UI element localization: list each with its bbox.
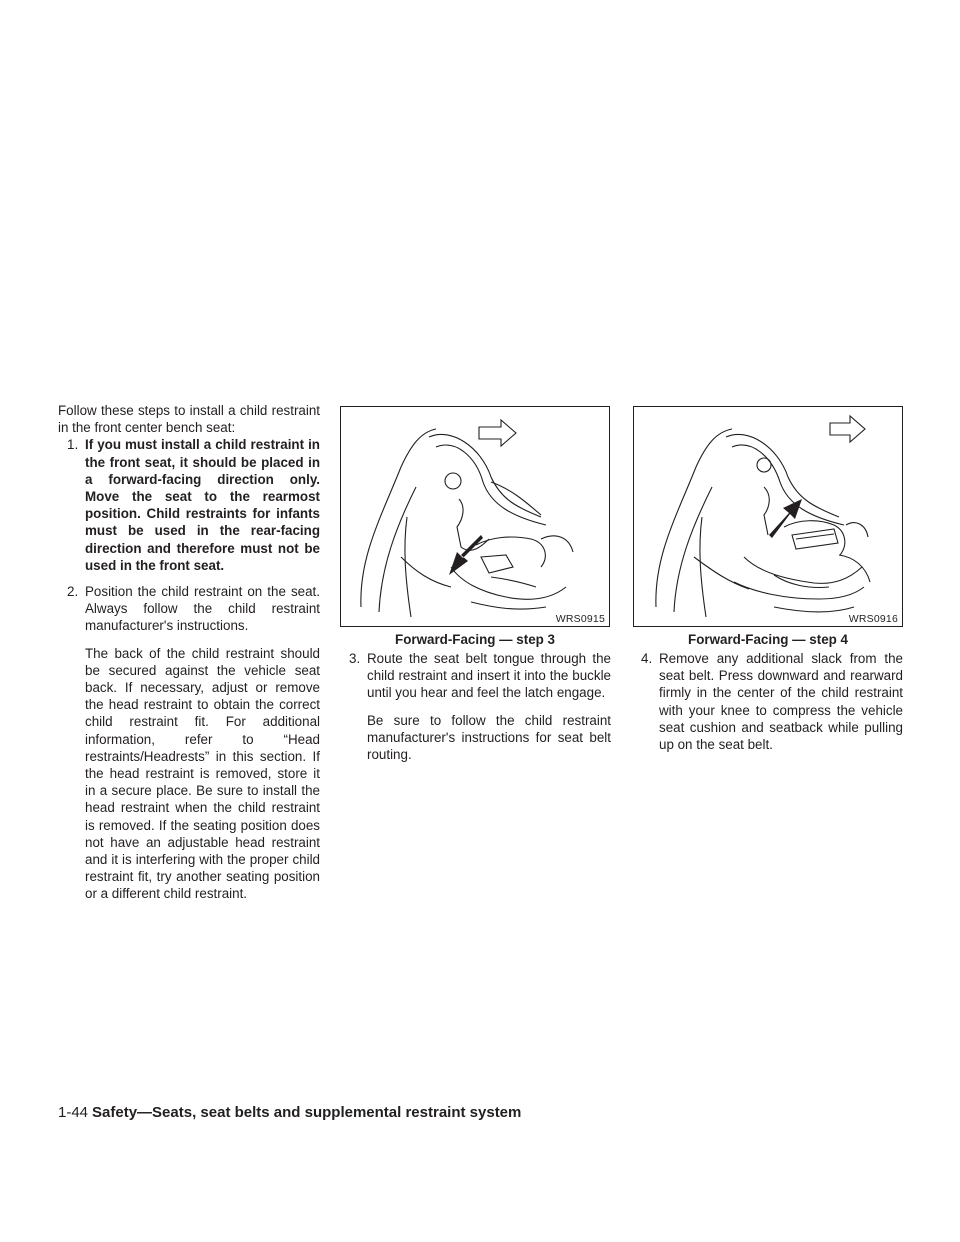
page-number: 1-44 <box>58 1104 89 1121</box>
page-footer <box>58 1104 521 1121</box>
step-1-number: 1. <box>67 437 79 453</box>
figure-step-4 <box>633 406 903 627</box>
child-seat-buckle-illustration <box>341 407 609 626</box>
right-column <box>632 650 903 753</box>
figure-code: WRS0916 <box>848 613 898 625</box>
step-2 <box>58 583 320 635</box>
step-1 <box>58 436 320 574</box>
child-seat-tighten-illustration <box>634 407 902 626</box>
figure-code: WRS0915 <box>555 613 605 625</box>
step-3 <box>340 650 611 702</box>
section-title: Safety—Seats, seat belts and supplemental restraint system <box>92 1104 522 1121</box>
step-1-text: If you must install a child restraint in the front seat, it should be placed in a forward-facing direction only. Move the seat to the rearmost position. Child restraints for infants must be used in the rear-facing direction and therefore must not be used in the front seat. <box>85 437 320 573</box>
step-3-number: 3. <box>349 651 361 666</box>
step-2-detail: The back of the child restraint should be secured against the vehicle seat back. If necessary, adjust or remove the head restraint to obtain the correct child restraint fit. For additional information, refer to “Head restraints/Headrests” in this section. If the head restraint is removed, store it in a secure place. Be sure to install the head restraint when the child restraint is removed. If the seating position does not have an adjustable head restraint and it is interfering with the proper child restraint fit, try another seating position or a different child restraint. <box>85 645 320 902</box>
middle-column <box>340 650 611 763</box>
step-2-text: Position the child restraint on the seat. Always follow the child restraint manufacturer's instructions. <box>85 584 320 634</box>
step-4 <box>632 650 903 753</box>
step-4-number: 4. <box>641 651 653 666</box>
figure-caption-step-3: Forward-Facing — step 3 <box>395 632 555 647</box>
figure-step-3 <box>340 406 610 627</box>
figure-caption-step-4: Forward-Facing — step 4 <box>688 632 848 647</box>
step-3-detail: Be sure to follow the child restraint manufacturer's instructions for seat belt routing. <box>367 712 611 763</box>
intro-text: Follow these steps to install a child restraint in the front center bench seat: <box>58 403 320 436</box>
step-3-text: Route the seat belt tongue through the child restraint and insert it into the buckle until you hear and feel the latch engage. <box>367 651 611 701</box>
step-2-number: 2. <box>67 584 79 600</box>
step-4-text: Remove any additional slack from the seat belt. Press downward and rearward firmly in the center of the child restraint with your knee to compress the vehicle seat cushion and seatback while pulling up on the seat belt. <box>659 651 903 753</box>
left-column <box>58 402 320 903</box>
